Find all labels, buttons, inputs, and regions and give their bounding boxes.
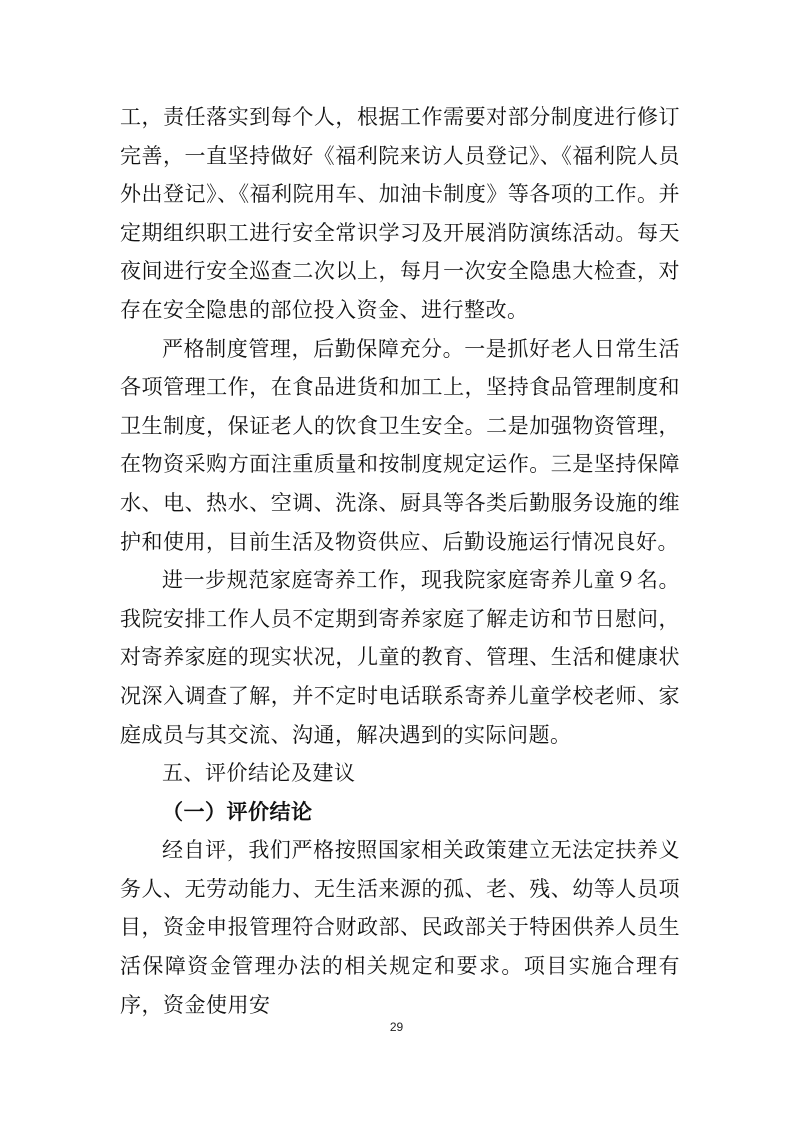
subsection-heading: （一）评价结论 <box>162 798 313 824</box>
paragraph-logistics-management: 严格制度管理，后勤保障充分。一是抓好老人日常生活各项管理工作，在食品进货和加工上，坚持食品管理制度和卫生制度，保证老人的饮食卫生安全。二是加强物资管理，在物资采购方面注重质量和按制度规定运作。三是坚持保障水、电、热水、空调、洗涤、厨具等各类后勤服务设施的维护和使用，目前生活及物资供应、后勤设施运行情况良好。 <box>120 336 680 554</box>
page-body <box>120 98 680 1024</box>
section-heading: 五、评价结论及建议 <box>162 761 356 786</box>
paragraph-foster-care: 进一步规范家庭寄养工作，现我院家庭寄养儿童９名。我院安排工作人员不定期到寄养家庭了解走访和节日慰问，对寄养家庭的现实状况，儿童的教育、管理、生活和健康状况深入调查了解，并不定时电话联系寄养儿童学校老师、家庭成员与其交流、沟通，解决遇到的实际问题。 <box>120 568 680 747</box>
paragraph-evaluation-conclusion: 经自评，我们严格按照国家相关政策建立无法定扶养义务人、无劳动能力、无生活来源的孤、老、残、幼等人员项目，资金申报管理符合财政部、民政部关于特困供养人员生活保障资金管理办法的相关规定和要求。项目实施合理有序，资金使用安 <box>120 838 680 1017</box>
paragraph-safety-management: 工，责任落实到每个人，根据工作需要对部分制度进行修订完善，一直坚持做好《福利院来访人员登记》、《福利院人员外出登记》、《福利院用车、加油卡制度》等各项的工作。并定期组织职工进行安全常识学习及开展消防演练活动。每天夜间进行安全巡查二次以上，每月一次安全隐患大检查，对存在安全隐患的部位投入资金、进行整改。 <box>120 105 680 322</box>
page-number: 29 <box>389 1020 404 1034</box>
